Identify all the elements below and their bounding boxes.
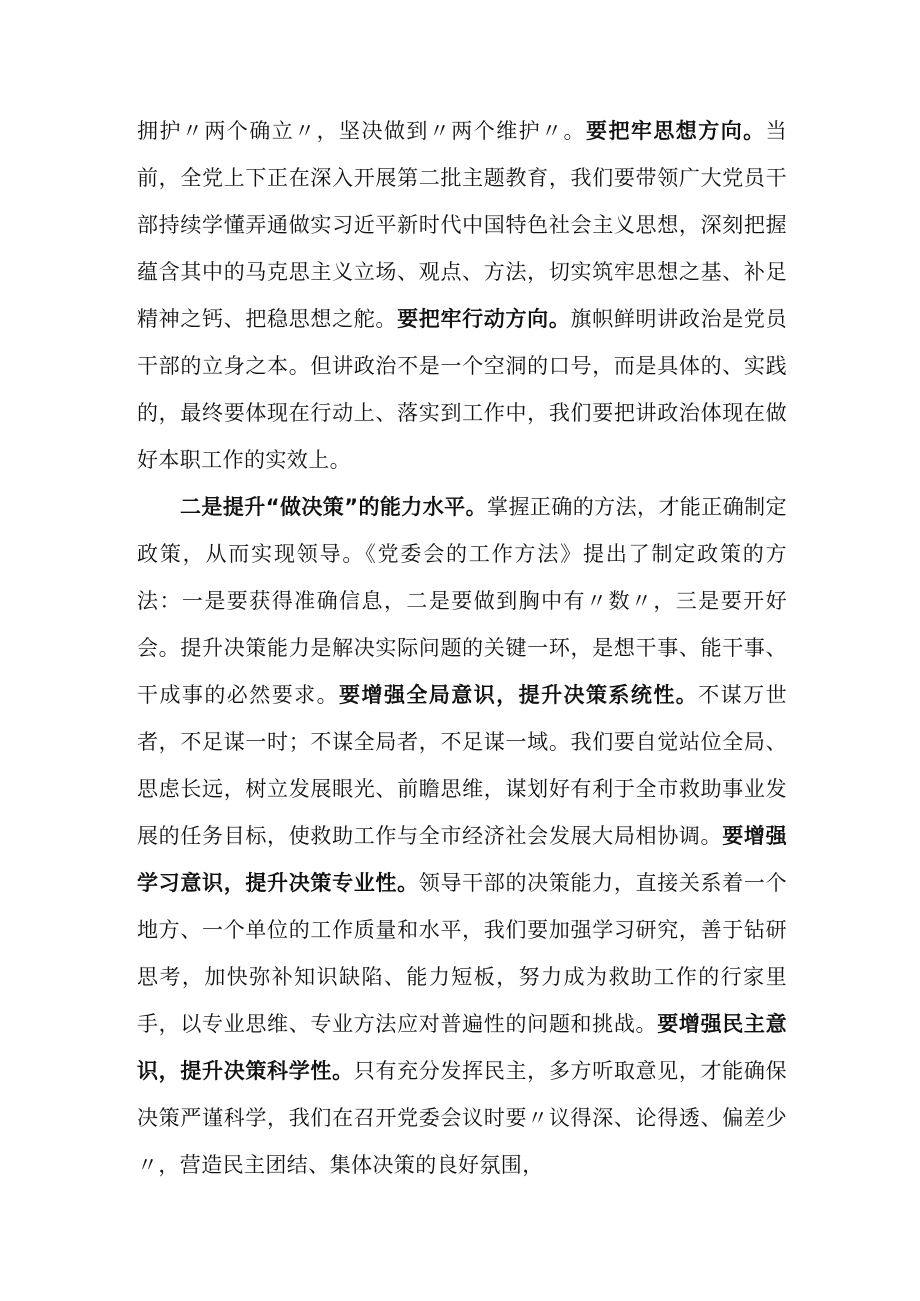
sentence: 掌握正确的方法，才能正确制定政策，从而实现领导。《党委会的工作方法》提出了制定政策的方法：一是要获得准确信息，二是要做到胸中有〃数〃，三是要开好会。提升决策能力是解决实际问题的关键一环，是想干事、能干事、干成事的必然要求。 — [137, 495, 787, 707]
paragraph-political-direction — [137, 108, 787, 484]
sentence: 拥护〃两个确立〃，坚决做到〃两个维护〃。 — [137, 119, 586, 143]
bold-heading-action-direction: 要把牢行动方向。 — [397, 307, 571, 331]
sentence: 当前，全党上下正在深入开展第二批主题教育，我们要带领广大党员干部持续学懂弄通做实习近平新时代中国特色社会主义思想，深刻把握蕴含其中的马克思主义立场、观点、方法，切实筑牢思想之基、补足精神之钙、把稳思想之舵。 — [137, 119, 788, 331]
bold-heading-systematic: 要增强全局意识，提升决策系统性。 — [339, 683, 699, 707]
sentence: 旗帜鲜明讲政治是党员干部的立身之本。但讲政治不是一个空洞的口号，而是具体的、实践的，最终要体现在行动上、落实到工作中，我们要把讲政治体现在做好本职工作的实效上。 — [137, 307, 787, 472]
sentence: 不谋万世者，不足谋一时；不谋全局者，不足谋一域。我们要自觉站位全局、思虑长远，树立发展眼光、前瞻思维，谋划好有利于全市救助事业发展的任务目标，使救助工作与全市经济社会发展大局相协调。 — [137, 683, 787, 848]
sentence: 领导干部的决策能力，直接关系着一个地方、一个单位的工作质量和水平，我们要加强学习研究，善于钻研思考，加快弥补知识缺陷、能力短板，努力成为救助工作的行家里手，以专业思维、专业方法应对普遍性的问题和挑战。 — [137, 871, 787, 1036]
bold-heading-scientific: 要增强民主意识，提升决策科学性。 — [137, 1012, 787, 1083]
bold-heading-professional: 要增强学习意识，提升决策专业性。 — [137, 824, 787, 895]
sentence: 只有充分发挥民主，多方听取意见，才能确保决策严谨科学，我们在召开党委会议时要〃议得深、论得透、偏差少〃，营造民主团结、集体决策的良好氛围， — [137, 1059, 788, 1177]
paragraph-decision-making — [137, 484, 787, 1189]
document-page — [137, 108, 787, 1189]
bold-heading-thought-direction: 要把牢思想方向。 — [586, 119, 766, 143]
bold-section-heading: 二是提升“做决策”的能力水平。 — [180, 495, 488, 519]
